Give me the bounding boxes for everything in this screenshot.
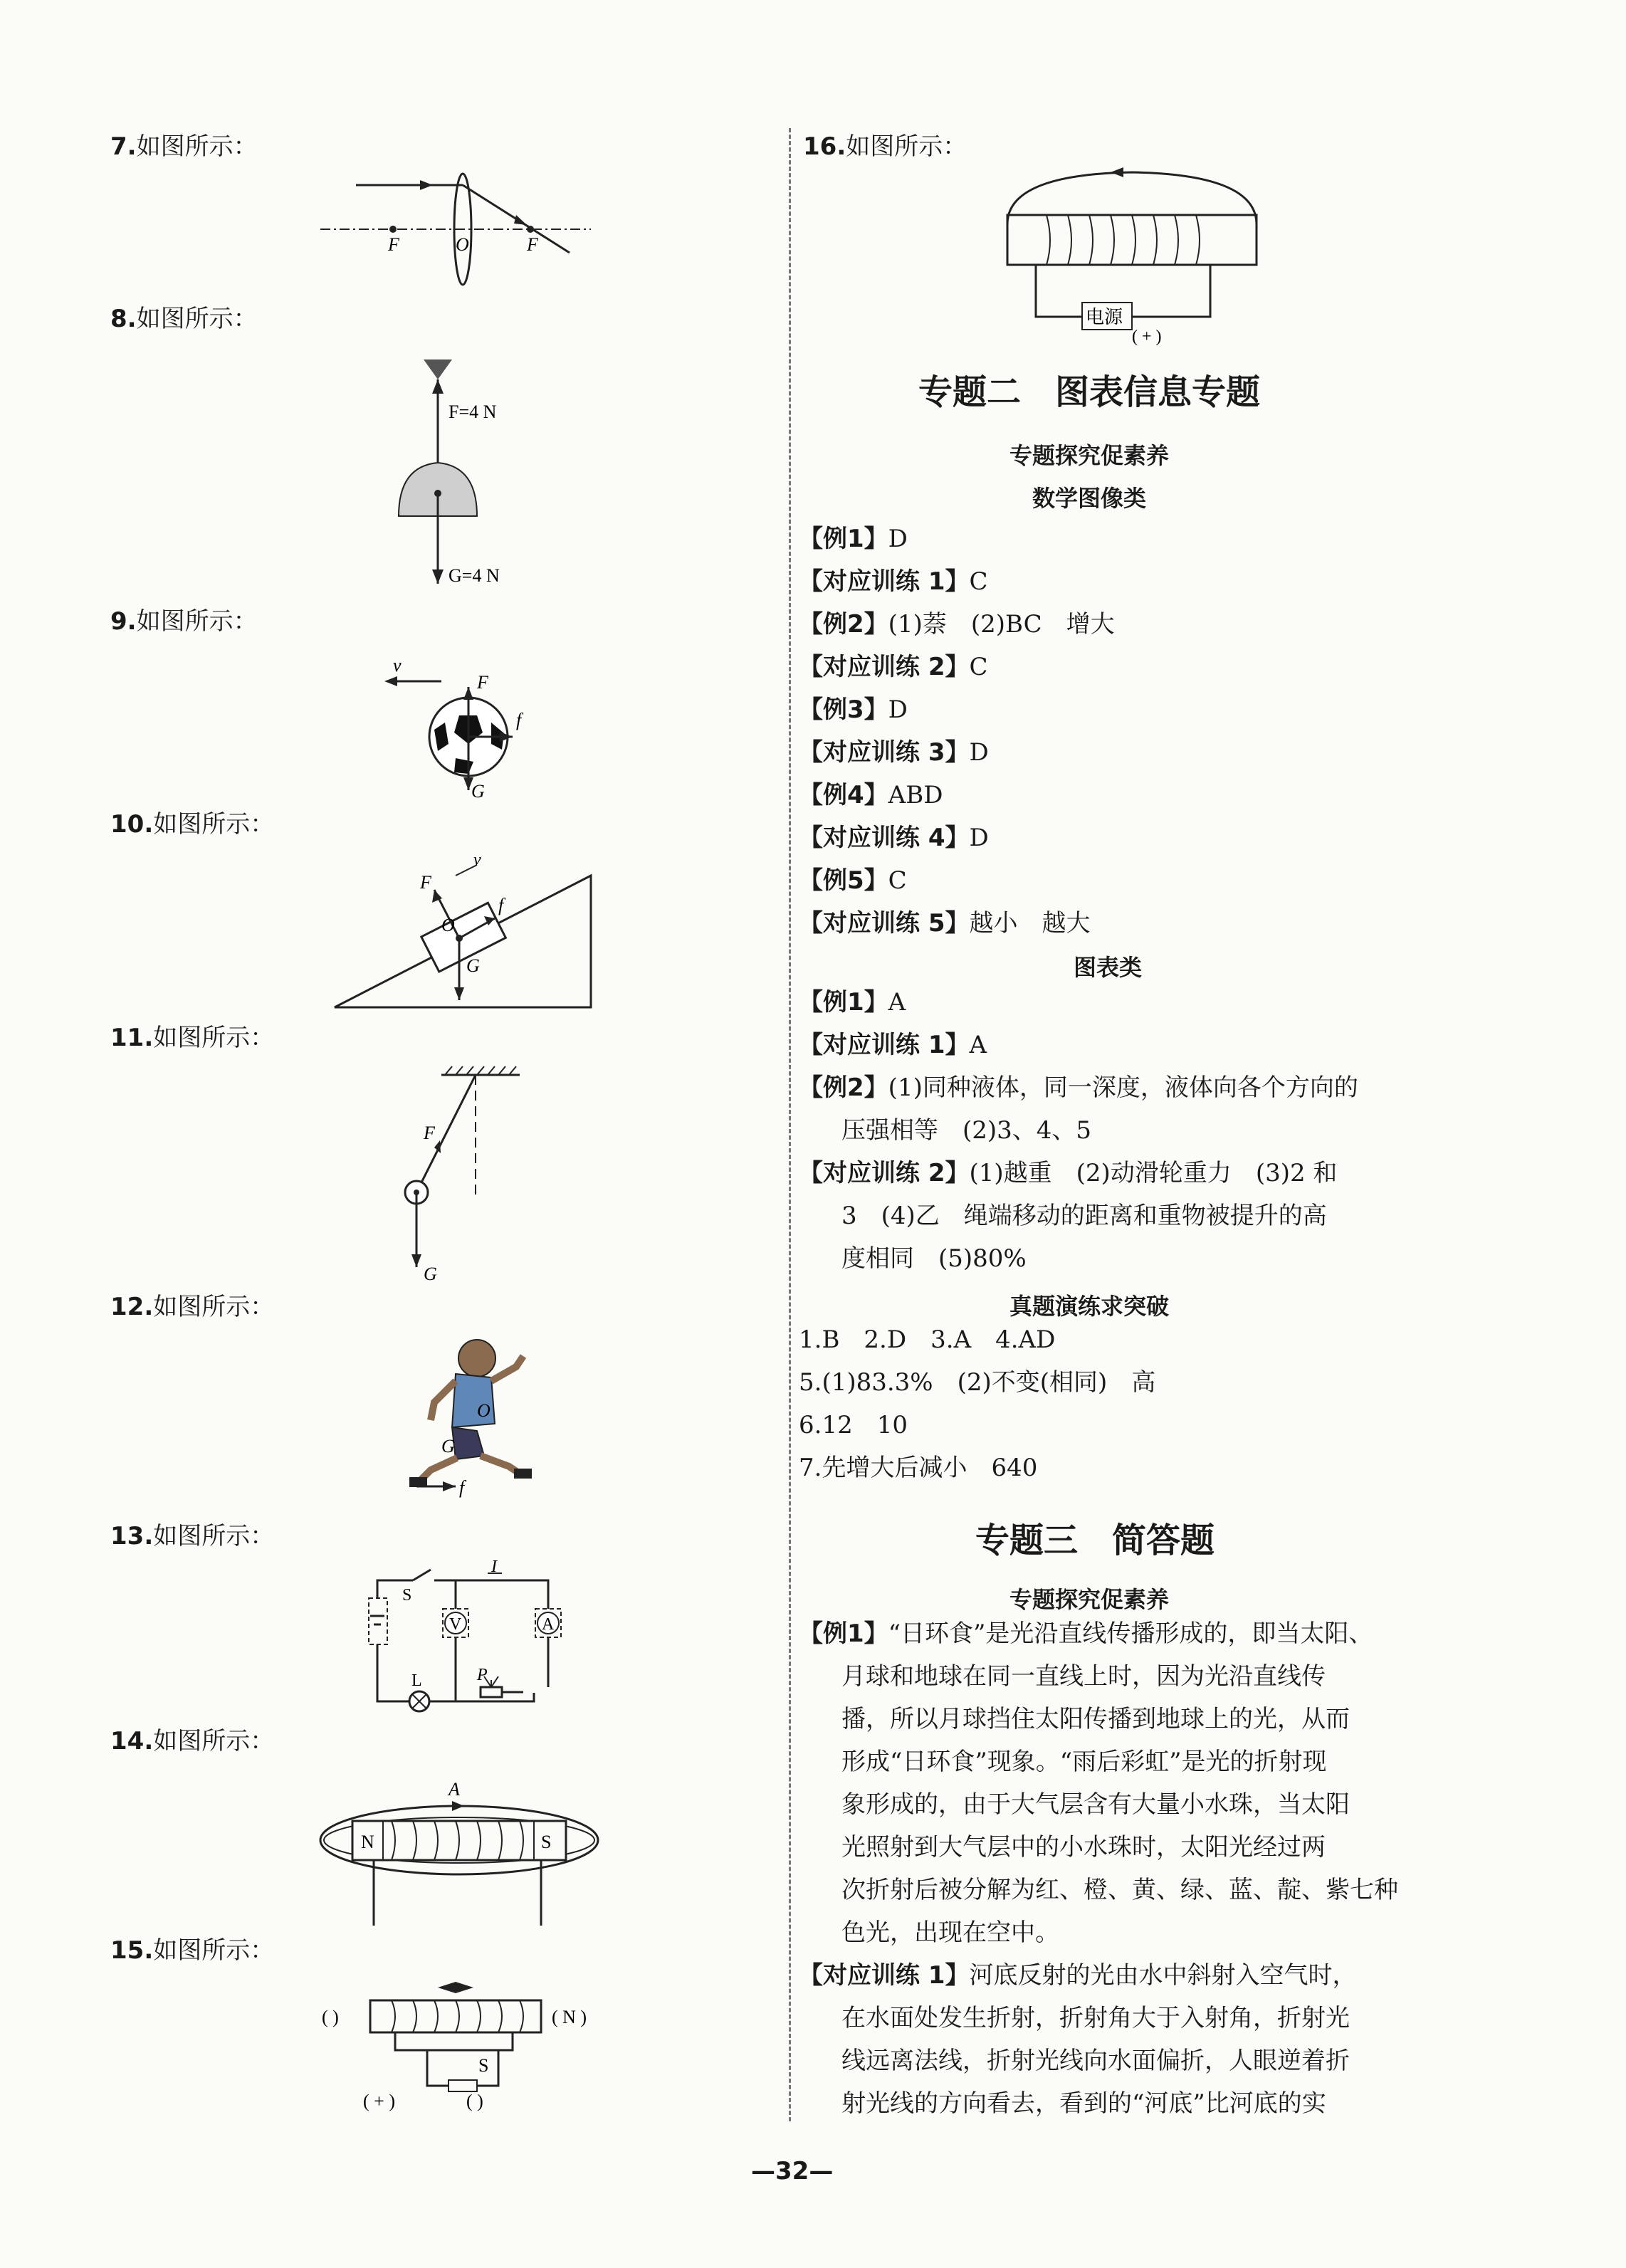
svg-text:G=4 N: G=4 N — [449, 565, 500, 586]
topic3-example1 — [799, 1612, 1425, 2125]
svg-text:F=4 N: F=4 N — [449, 401, 497, 422]
answer-line: 【对应训练 4】D — [799, 824, 989, 852]
question-15-label: 15.如图所示： — [110, 1936, 275, 1965]
svg-text:F: F — [477, 672, 488, 693]
question-8-label: 8.如图所示： — [110, 305, 258, 333]
svg-text:P: P — [477, 1666, 488, 1684]
question-10-label: 10.如图所示： — [110, 810, 275, 839]
answer-line-cont: 次折射后被分解为红、橙、黄、绿、蓝、靛、紫七种 — [841, 1876, 1398, 1904]
svg-text:F: F — [424, 1123, 435, 1143]
svg-text:v: v — [393, 655, 402, 676]
answer-line: 【对应训练 1】A — [799, 1031, 987, 1059]
svg-text:N: N — [361, 1832, 374, 1852]
svg-text:f: f — [459, 1477, 465, 1498]
svg-text:f: f — [498, 895, 504, 915]
svg-text:( ): ( ) — [322, 2007, 339, 2027]
figure-15-electromagnet — [313, 1979, 612, 2121]
math-graph-heading: 数学图像类 — [1032, 485, 1147, 512]
svg-text:L: L — [411, 1671, 422, 1690]
answer-line-cont: 月球和地球在同一直线上时，因为光沿直线传 — [841, 1662, 1326, 1691]
svg-text:( + ): ( + ) — [363, 2091, 395, 2111]
svg-text:O: O — [441, 915, 455, 935]
svg-text:A: A — [542, 1615, 555, 1634]
answer-line-cont: 形成“日环食”现象。“雨后彩虹”是光的折射现 — [841, 1748, 1327, 1776]
figure-8-lamp-forces — [384, 352, 570, 594]
figure-9-soccer-ball — [377, 644, 548, 801]
answer-line-cont: 射光线的方向看去，看到的“河底”比河底的实 — [841, 2089, 1326, 2118]
answer-line: 【例1】D — [799, 525, 908, 553]
real-exam-heading: 真题演练求突破 — [1009, 1293, 1170, 1320]
answer-line: 7.先增大后减小 640 — [799, 1454, 1038, 1482]
topic3-subtitle: 专题探究促素养 — [1009, 1586, 1170, 1613]
svg-text:F: F — [388, 234, 399, 255]
svg-text:( + ): ( + ) — [1132, 327, 1162, 346]
svg-text:v: v — [473, 851, 481, 869]
svg-text:G: G — [441, 1436, 455, 1456]
svg-text:A: A — [449, 1779, 460, 1800]
question-13-label: 13.如图所示： — [110, 1522, 275, 1550]
answer-line: 【例5】C — [799, 866, 907, 895]
answer-line: 6.12 10 — [799, 1411, 908, 1439]
question-11-label: 11.如图所示： — [110, 1024, 275, 1052]
question-9-label: 9.如图所示： — [110, 607, 258, 636]
answer-line: 【对应训练 1】C — [799, 567, 988, 596]
answer-line: 【例1】“日环食”是光沿直线传播形成的，即当太阳、 — [799, 1619, 1373, 1648]
svg-text:S: S — [541, 1832, 552, 1852]
answer-line: 【对应训练 2】C — [799, 653, 988, 681]
answer-line: 【对应训练 2】(1)越重 (2)动滑轮重力 (3)2 和 — [799, 1159, 1338, 1187]
figure-10-incline — [327, 847, 605, 1014]
answer-line: 【对应训练 3】D — [799, 738, 989, 767]
column-divider — [789, 128, 791, 2121]
real-exam-answers — [799, 1318, 1155, 1489]
question-16-label: 16.如图所示： — [803, 132, 967, 161]
figure-11-pendulum — [384, 1061, 570, 1288]
answer-line: 【例2】(1)萘 (2)BC 增大 — [799, 610, 1115, 639]
svg-text:F: F — [420, 872, 431, 893]
figure-16-solenoid — [997, 164, 1267, 349]
figure-14-solenoid — [313, 1773, 605, 1929]
svg-text:f: f — [516, 710, 522, 730]
question-14-label: 14.如图所示： — [110, 1727, 275, 1755]
figure-7-lens-diagram — [313, 171, 598, 292]
svg-text:O: O — [456, 234, 469, 255]
svg-text:G: G — [471, 781, 485, 801]
answer-line-cont: 播，所以月球挡住太阳传播到地球上的光，从而 — [841, 1705, 1350, 1733]
answer-line-cont: 线远离法线，折射光线向水面偏折，人眼逆着折 — [841, 2047, 1350, 2075]
answer-line: 5.(1)83.3% (2)不变(相同) 高 — [799, 1368, 1156, 1397]
svg-text:G: G — [424, 1264, 437, 1284]
answer-line-cont: 光照射到大气层中的小水珠时，太阳光经过两 — [841, 1833, 1326, 1862]
answer-line: 【对应训练 5】越小 越大 — [799, 909, 1091, 938]
svg-text:G: G — [466, 955, 480, 976]
svg-text:I: I — [491, 1559, 497, 1576]
question-7-label: 7.如图所示： — [110, 132, 258, 161]
svg-text:O: O — [477, 1400, 491, 1421]
answer-line-cont: 在水面处发生折射，折射角大于入射角，折射光 — [841, 2004, 1350, 2032]
answer-line: 【对应训练 1】河底反射的光由水中斜射入空气时， — [799, 1961, 1357, 1990]
answer-line: 1.B 2.D 3.A 4.AD — [799, 1325, 1056, 1354]
answer-line: 【例2】(1)同种液体，同一深度，液体向各个方向的 — [799, 1073, 1358, 1102]
chart-answer-list — [799, 981, 1358, 1280]
topic2-title: 专题二 图表信息专题 — [918, 372, 1261, 412]
svg-text:S: S — [402, 1586, 412, 1605]
math-answer-list — [799, 518, 1115, 945]
answer-line-cont: 象形成的，由于大气层含有大量小水珠，当太阳 — [841, 1790, 1350, 1819]
topic3-title: 专题三 简答题 — [975, 1521, 1215, 1560]
answer-line-cont: 3 (4)乙 绳端移动的距离和重物被提升的高 — [841, 1202, 1327, 1230]
svg-text:( N ): ( N ) — [552, 2007, 587, 2027]
svg-text:S: S — [478, 2055, 489, 2076]
answer-line: 【例3】D — [799, 695, 908, 724]
answer-line: 【例4】ABD — [799, 781, 943, 809]
question-12-label: 12.如图所示： — [110, 1293, 275, 1321]
svg-text:电源: 电源 — [1086, 307, 1123, 327]
svg-text:V: V — [449, 1615, 462, 1634]
answer-line-cont: 压强相等 (2)3、4、5 — [841, 1116, 1092, 1145]
topic2-subtitle: 专题探究促素养 — [1009, 442, 1170, 469]
answer-line-cont: 度相同 (5)80% — [841, 1244, 1027, 1273]
chart-type-heading: 图表类 — [1074, 954, 1143, 981]
svg-text:F: F — [527, 234, 538, 255]
answer-line-cont: 色光，出现在空中。 — [841, 1918, 1059, 1947]
figure-13-circuit — [342, 1559, 562, 1723]
answer-line: 【例1】A — [799, 988, 906, 1017]
page-number: —32— — [751, 2157, 834, 2185]
figure-12-runner — [377, 1324, 548, 1509]
svg-text:( ): ( ) — [466, 2091, 483, 2111]
